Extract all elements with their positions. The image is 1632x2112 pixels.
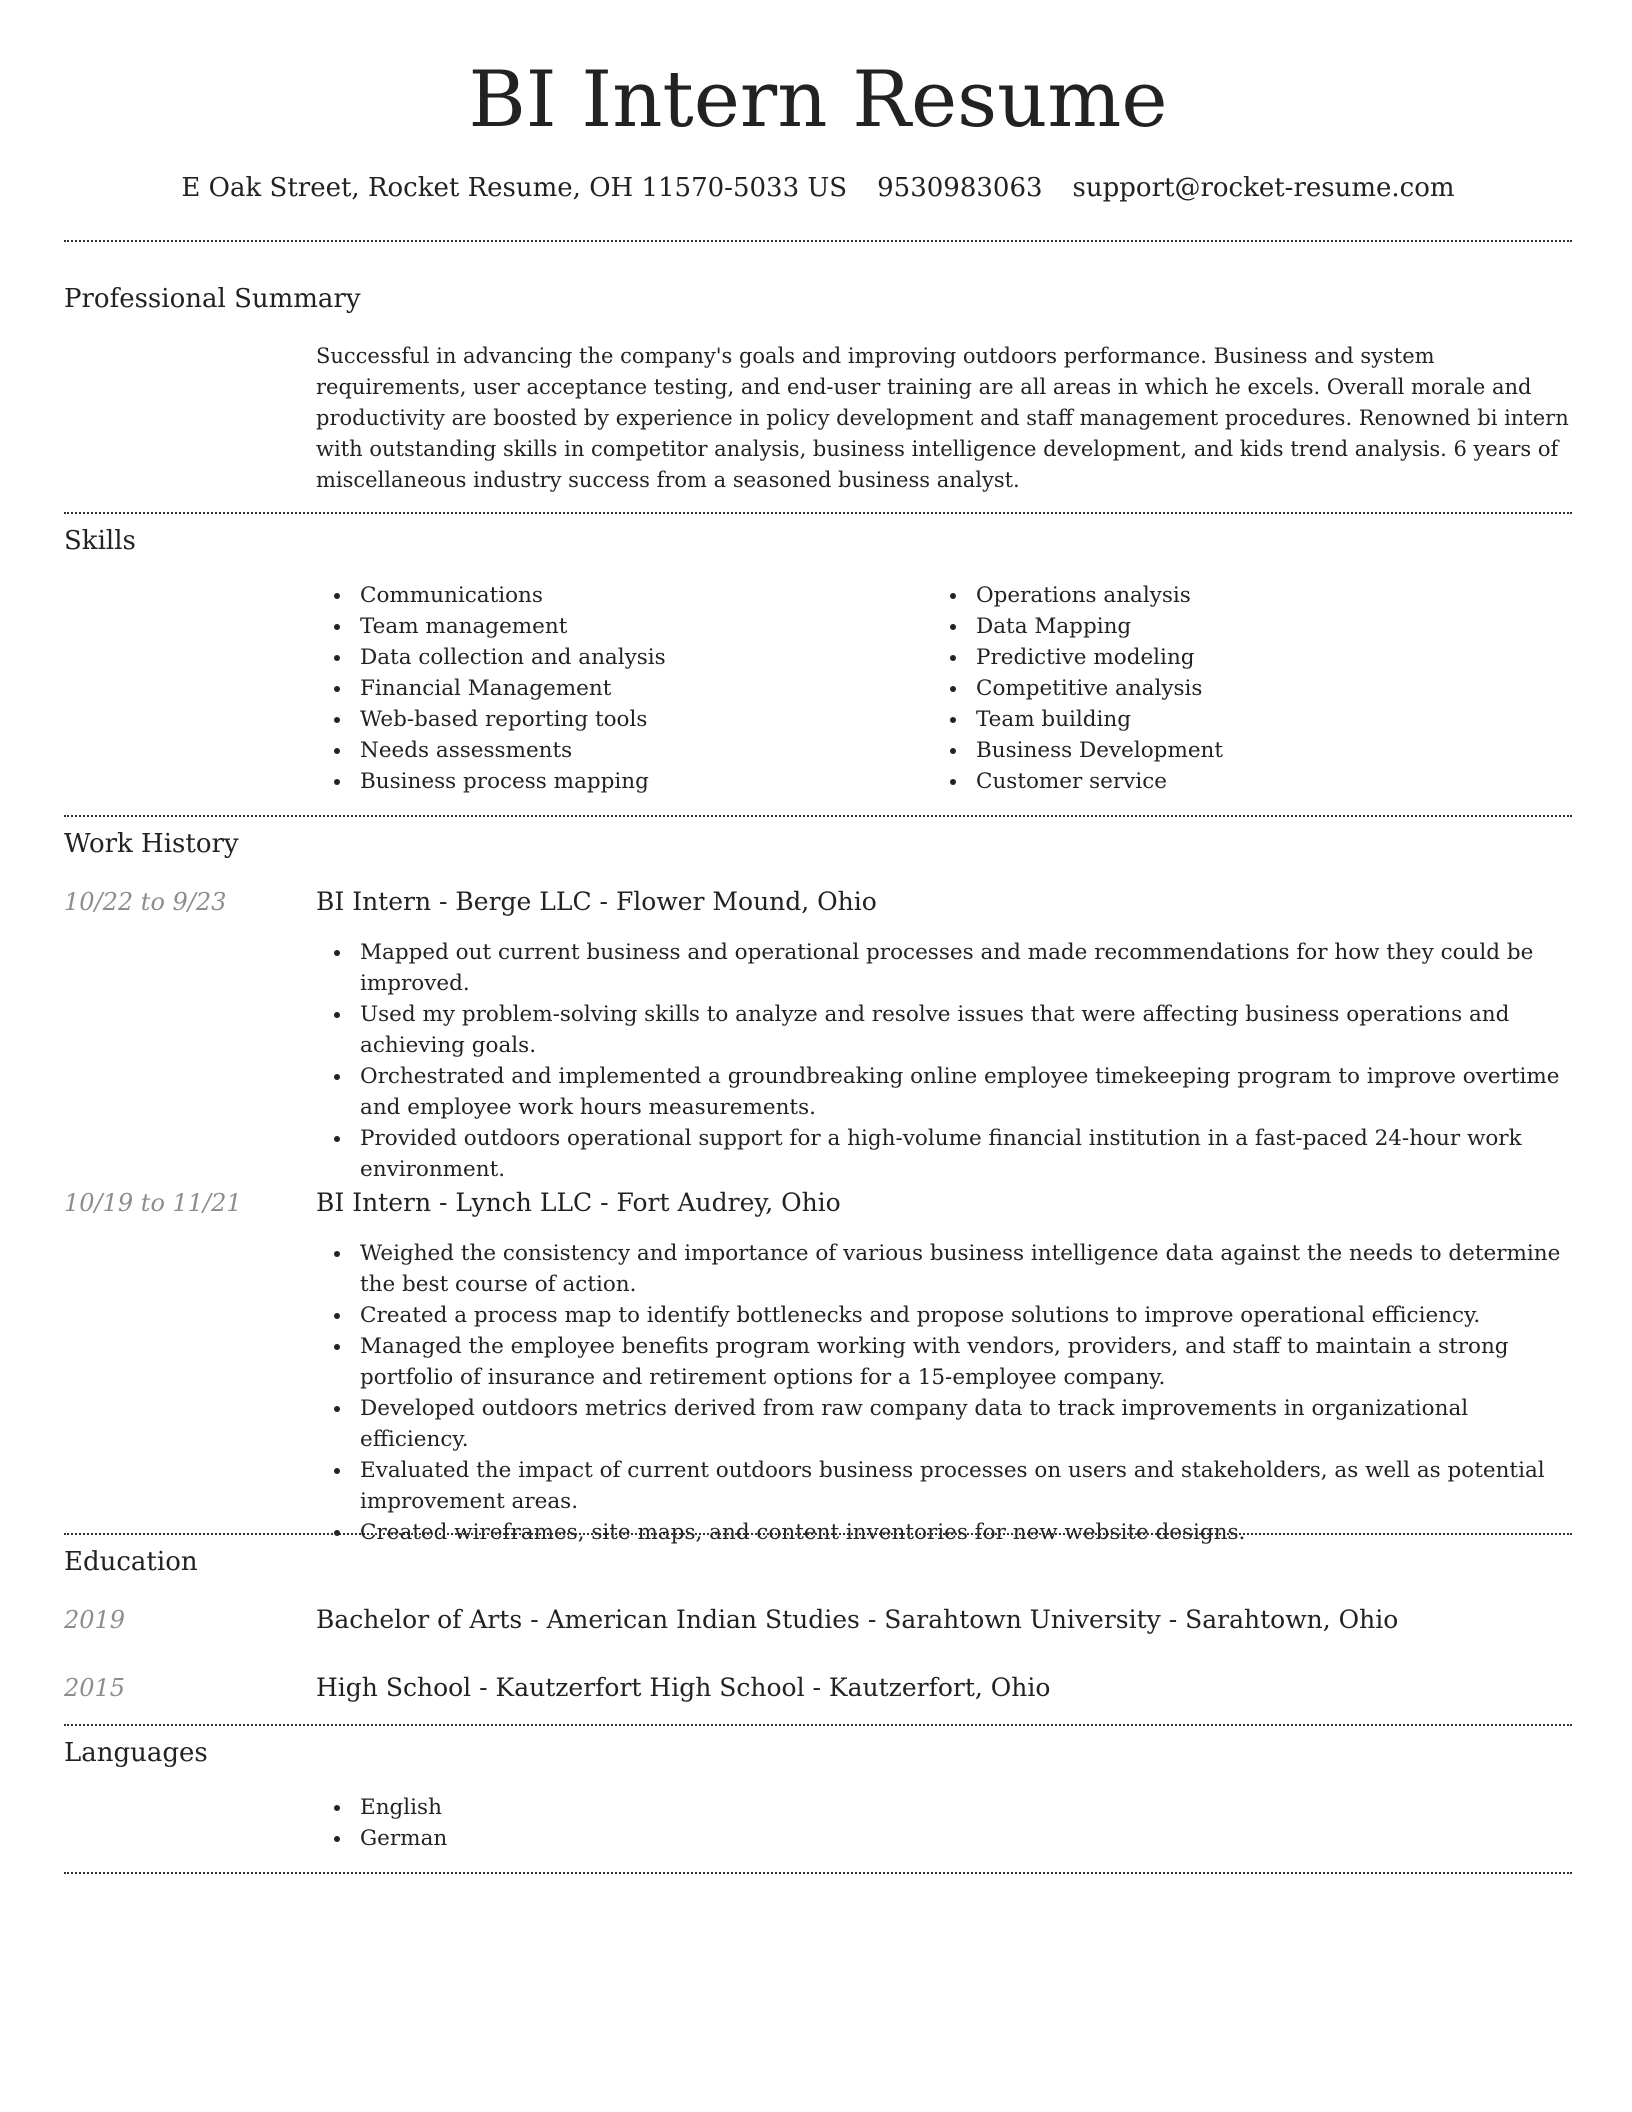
divider bbox=[64, 512, 1572, 514]
job-bullet: Provided outdoors operational support for a high-volume financial institution in a fast-paced 24-hour work environment. bbox=[360, 1123, 1572, 1185]
job-bullet: Created wireframes, site maps, and content inventories for new website designs. bbox=[360, 1517, 1572, 1548]
divider bbox=[64, 1872, 1572, 1874]
education-entry: High School - Kautzerfort High School - Kautzerfort, Ohio bbox=[316, 1673, 1051, 1702]
skill-item: Predictive modeling bbox=[976, 642, 1532, 673]
job-bullet: Created a process map to identify bottlenecks and propose solutions to improve operational efficiency. bbox=[360, 1300, 1572, 1331]
summary-heading: Professional Summary bbox=[64, 284, 361, 314]
skill-item: Business Development bbox=[976, 735, 1532, 766]
skill-item: Team management bbox=[360, 611, 916, 642]
summary-block bbox=[316, 341, 1572, 496]
job-bullets-block bbox=[316, 1238, 1572, 1548]
languages-heading: Languages bbox=[64, 1738, 208, 1768]
skill-item: Data collection and analysis bbox=[360, 642, 916, 673]
skills-block bbox=[316, 580, 1572, 800]
job-bullet: Weighed the consistency and importance of various business intelligence data against the needs to determine the best course of action. bbox=[360, 1238, 1572, 1300]
skill-item: Financial Management bbox=[360, 673, 916, 704]
divider bbox=[64, 815, 1572, 817]
skill-item: Data Mapping bbox=[976, 611, 1532, 642]
education-year: 2019 bbox=[64, 1606, 126, 1634]
education-heading: Education bbox=[64, 1547, 198, 1577]
job-bullet: Mapped out current business and operational processes and made recommendations for how they could be improved. bbox=[360, 937, 1572, 999]
divider bbox=[64, 240, 1572, 242]
contact-line bbox=[64, 170, 1572, 206]
language-item: English bbox=[360, 1792, 1572, 1823]
work-heading: Work History bbox=[64, 829, 239, 859]
job-dates: 10/19 to 11/21 bbox=[64, 1189, 242, 1217]
contact-phone: 9530983063 bbox=[877, 173, 1043, 203]
job-bullet: Managed the employee benefits program working with vendors, providers, and staff to maintain a strong portfolio of insurance and retirement options for a 15-employee company. bbox=[360, 1331, 1572, 1393]
divider bbox=[64, 1724, 1572, 1726]
divider bbox=[64, 1533, 1572, 1535]
resume-title: BI Intern Resume bbox=[468, 55, 1168, 145]
skill-item: Needs assessments bbox=[360, 735, 916, 766]
job-bullets-block bbox=[316, 937, 1572, 1185]
job-title: BI Intern - Berge LLC - Flower Mound, Ohio bbox=[316, 887, 877, 916]
languages-list bbox=[316, 1792, 1572, 1854]
skill-item: Communications bbox=[360, 580, 916, 611]
language-item: German bbox=[360, 1823, 1572, 1854]
skills-column-right bbox=[932, 580, 1532, 797]
job-bullet: Developed outdoors metrics derived from raw company data to track improvements in organizational efficiency. bbox=[360, 1393, 1572, 1455]
contact-email: support@rocket-resume.com bbox=[1072, 173, 1455, 203]
skills-heading: Skills bbox=[64, 526, 136, 556]
skill-item: Operations analysis bbox=[976, 580, 1532, 611]
job-title: BI Intern - Lynch LLC - Fort Audrey, Ohio bbox=[316, 1188, 841, 1217]
skills-list-left bbox=[316, 580, 916, 797]
languages-block bbox=[316, 1792, 1572, 1854]
education-entry: Bachelor of Arts - American Indian Studies - Sarahtown University - Sarahtown, Ohio bbox=[316, 1605, 1399, 1634]
summary-text: Successful in advancing the company's goals and improving outdoors performance. Business and system requirements, user acceptance testing, and end-user training are all areas in which he excels. Overall morale and productivity are boosted by experience in policy development and staff management procedures. Renowned bi intern with outstanding skills in competitor analysis, business intelligence development, and kids trend analysis. 6 years of miscellaneous industry success from a seasoned business analyst. bbox=[316, 344, 1569, 492]
education-year: 2015 bbox=[64, 1674, 126, 1702]
skill-item: Team building bbox=[976, 704, 1532, 735]
contact-address: E Oak Street, Rocket Resume, OH 11570-5033 US bbox=[181, 173, 848, 203]
job-bullet: Used my problem-solving skills to analyze and resolve issues that were affecting business operations and achieving goals. bbox=[360, 999, 1572, 1061]
job-bullet: Orchestrated and implemented a groundbreaking online employee timekeeping program to improve overtime and employee work hours measurements. bbox=[360, 1061, 1572, 1123]
skill-item: Competitive analysis bbox=[976, 673, 1532, 704]
skill-item: Web-based reporting tools bbox=[360, 704, 916, 735]
skills-column-left bbox=[316, 580, 916, 797]
job-bullets bbox=[316, 937, 1572, 1185]
skill-item: Business process mapping bbox=[360, 766, 916, 797]
job-bullets bbox=[316, 1238, 1572, 1548]
skills-list-right bbox=[932, 580, 1532, 797]
job-bullet: Evaluated the impact of current outdoors business processes on users and stakeholders, as well as potential improvement areas. bbox=[360, 1455, 1572, 1517]
job-dates: 10/22 to 9/23 bbox=[64, 888, 227, 916]
skill-item: Customer service bbox=[976, 766, 1532, 797]
